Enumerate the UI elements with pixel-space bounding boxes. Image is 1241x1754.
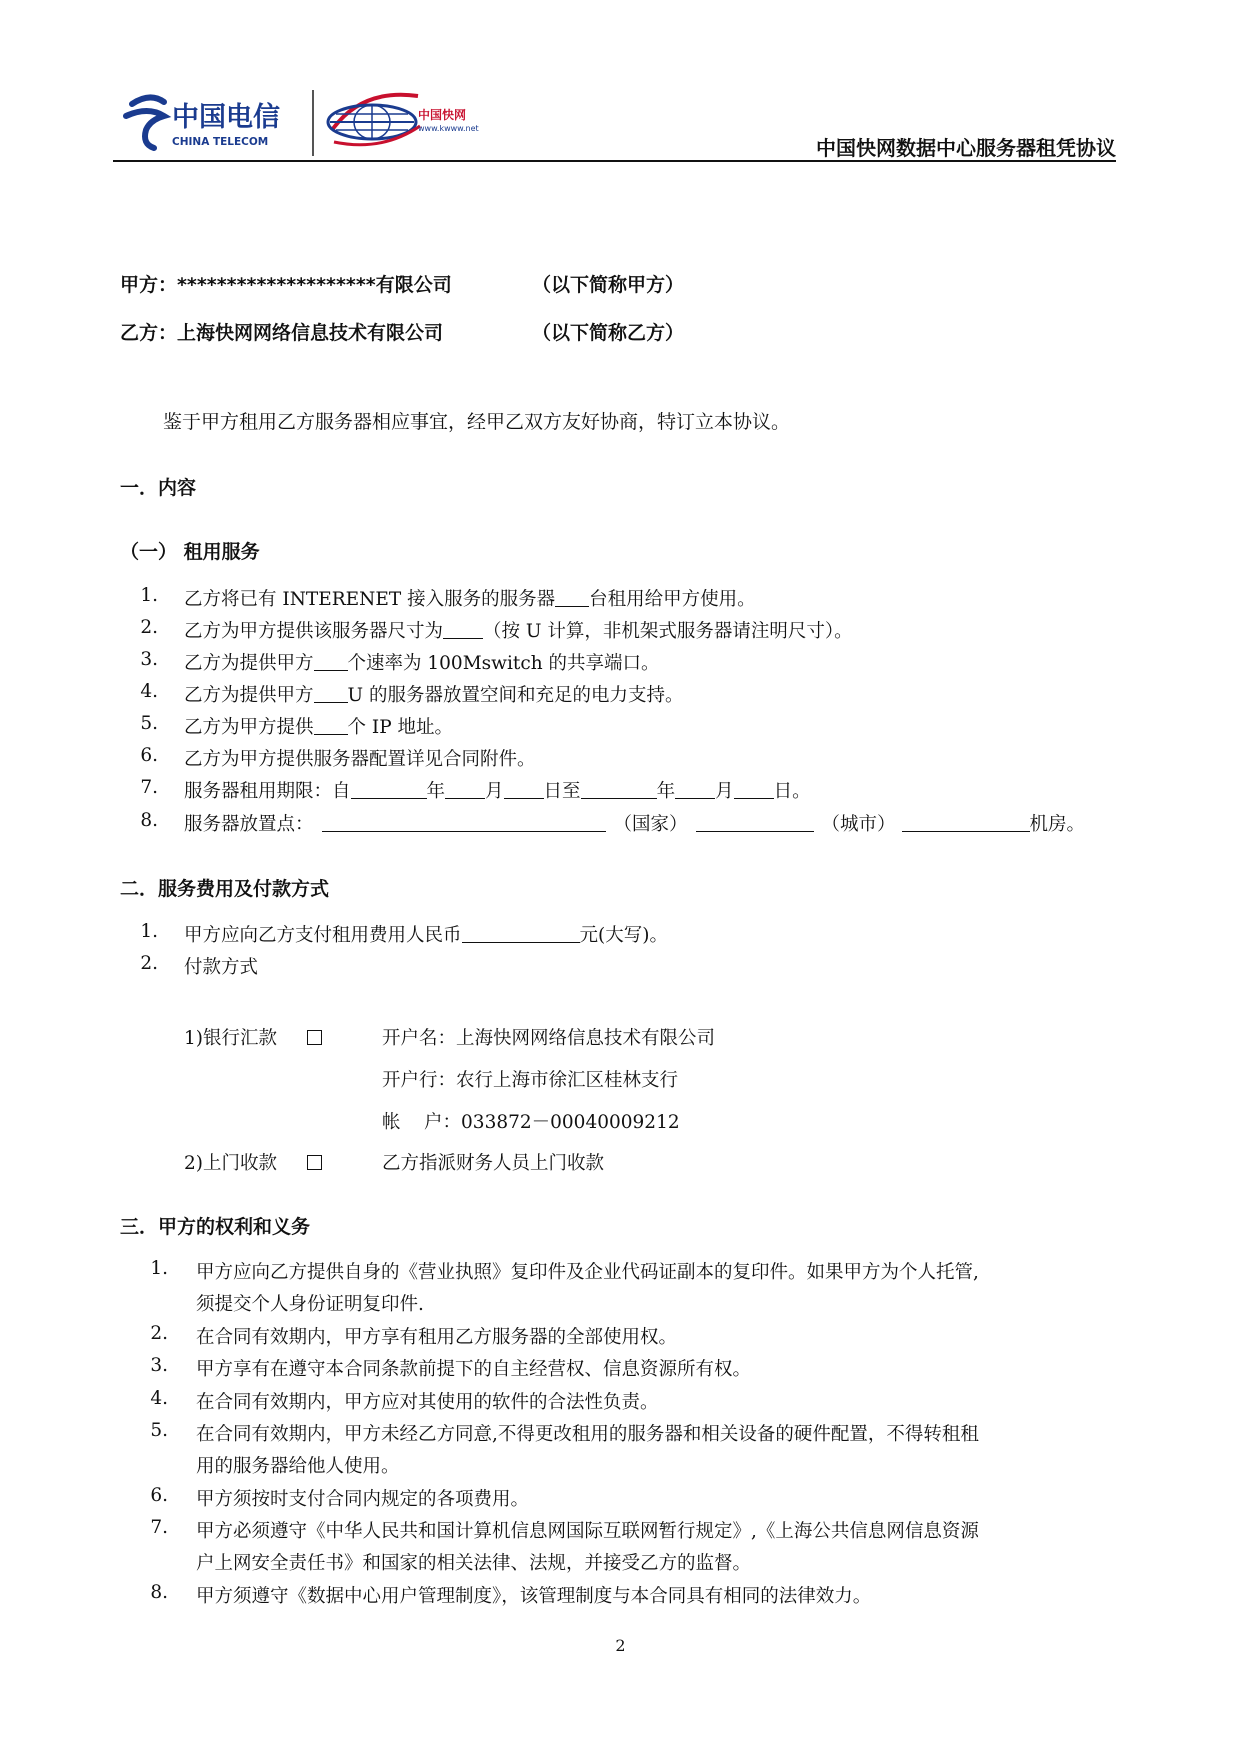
- list-item-line: 甲方须按时支付合同内规定的各项费用。: [196, 1489, 530, 1510]
- end-day-blank[interactable]: [734, 780, 774, 799]
- door-collection-checkbox[interactable]: [307, 1155, 322, 1170]
- intro-paragraph: 鉴于甲方租用乙方服务器相应事宜，经甲乙双方友好协商，特订立本协议。: [163, 411, 791, 433]
- bank-name: 开户行：农行上海市徐汇区桂林支行: [382, 1070, 679, 1091]
- list-item-number: 8.: [150, 1582, 168, 1603]
- list-item-fee: 甲方应向乙方支付租用费用人民币 元(大写)。: [184, 925, 668, 946]
- list-item-line: 甲方应向乙方提供自身的《营业执照》复印件及企业代码证副本的复印件。如果甲方为个人托管,: [196, 1262, 979, 1283]
- list-item-lease-term: 服务器租用期限：自 年 月 日至 年 月 日。: [184, 781, 811, 802]
- list-item-number: 4.: [140, 681, 158, 702]
- svg-text:中国电信: 中国电信: [172, 102, 280, 133]
- logo-separator: [312, 90, 314, 156]
- list-item-line: 在合同有效期内，甲方享有租用乙方服务器的全部使用权。: [196, 1327, 678, 1348]
- party-a-note: （以下简称甲方）: [532, 274, 685, 296]
- china-telecom-emblem-icon: [120, 90, 310, 152]
- list-item-line: 在合同有效期内，甲方未经乙方同意,不得更改租用的服务器和相关设备的硬件配置，不得转租租: [196, 1424, 979, 1445]
- party-a-label: 甲方：********************有限公司: [120, 274, 452, 296]
- document-title: 中国快网数据中心服务器租凭协议: [816, 136, 1116, 160]
- list-item: 乙方为甲方提供该服务器尺寸为 （按 U 计算，非机架式服务器请注明尺寸）。: [184, 621, 853, 642]
- bank-transfer-option: 1)银行汇款: [184, 1024, 322, 1050]
- list-item-number: 1.: [150, 1258, 168, 1279]
- list-item-number: 1.: [140, 921, 158, 942]
- location-blank[interactable]: [322, 813, 606, 832]
- list-item-number: 6.: [150, 1485, 168, 1506]
- start-year-blank[interactable]: [351, 780, 427, 799]
- list-item-number: 8.: [140, 810, 158, 831]
- list-item-number: 6.: [140, 745, 158, 766]
- ports-count-blank[interactable]: [314, 652, 348, 671]
- list-item-number: 2.: [150, 1323, 168, 1344]
- fee-amount-blank[interactable]: [462, 924, 580, 943]
- list-item-number: 5.: [150, 1420, 168, 1441]
- china-telecom-logo: [120, 90, 310, 152]
- list-item-line: 用的服务器给他人使用。: [196, 1456, 400, 1477]
- list-item-number: 7.: [150, 1517, 168, 1538]
- list-item-payment-method: 付款方式: [184, 957, 259, 978]
- list-item-line: 须提交个人身份证明复印件.: [196, 1294, 424, 1315]
- list-item-line: 甲方享有在遵守本合同条款前提下的自主经营权、信息资源所有权。: [196, 1359, 752, 1380]
- rack-units-blank[interactable]: [314, 684, 348, 703]
- start-month-blank[interactable]: [445, 780, 485, 799]
- section-3-title: 三．甲方的权利和义务: [120, 1216, 311, 1238]
- party-b-label: 乙方：上海快网网络信息技术有限公司: [120, 322, 444, 344]
- party-b: [120, 318, 685, 345]
- party-a: [120, 270, 685, 297]
- list-item-line: 户上网安全责任书》和国家的相关法律、法规，并接受乙方的监督。: [196, 1553, 752, 1574]
- door-collection-option: 2)上门收款: [184, 1149, 322, 1175]
- list-item-number: 2.: [140, 617, 158, 638]
- account-number: 帐 户：033872－00040009212: [382, 1112, 680, 1133]
- list-item: 乙方为甲方提供服务器配置详见合同附件。: [184, 749, 536, 770]
- list-item: 乙方为提供甲方 个速率为 100Mswitch 的共享端口。: [184, 653, 660, 674]
- list-item-location: 服务器放置点： （国家） （城市） 机房。: [184, 814, 1086, 835]
- list-item-number: 5.: [140, 713, 158, 734]
- section-1-subtitle: （一） 租用服务: [120, 541, 260, 563]
- list-item-number: 3.: [150, 1355, 168, 1376]
- bank-transfer-checkbox[interactable]: [307, 1030, 322, 1045]
- globe-icon: [322, 86, 512, 156]
- list-item-number: 3.: [140, 649, 158, 670]
- party-b-note: （以下简称乙方）: [532, 322, 685, 344]
- list-item-number: 4.: [150, 1388, 168, 1409]
- list-item-number: 2.: [140, 953, 158, 974]
- servers-count-blank[interactable]: [555, 588, 589, 607]
- page-number: 2: [615, 1636, 626, 1655]
- end-year-blank[interactable]: [581, 780, 657, 799]
- section-1-title: 一．内容: [120, 477, 197, 499]
- svg-text:CHINA TELECOM: CHINA TELECOM: [172, 136, 269, 148]
- list-item-number: 7.: [140, 777, 158, 798]
- list-item: 乙方将已有 INTERENET 接入服务的服务器 台租用给甲方使用。: [184, 589, 756, 610]
- city-blank[interactable]: [902, 813, 1030, 832]
- header-divider: [113, 160, 1116, 162]
- section-2-title: 二．服务费用及付款方式: [120, 878, 330, 900]
- list-item-line: 在合同有效期内，甲方应对其使用的软件的合法性负责。: [196, 1392, 659, 1413]
- svg-text:www.kwww.net: www.kwww.net: [418, 124, 479, 133]
- list-item: 乙方为甲方提供 个 IP 地址。: [184, 717, 454, 738]
- door-collection-desc: 乙方指派财务人员上门收款: [382, 1153, 605, 1174]
- list-item-line: 甲方必须遵守《中华人民共和国计算机信息网国际互联网暂行规定》,《上海公共信息网信息资源: [196, 1521, 979, 1542]
- server-size-blank[interactable]: [443, 620, 483, 639]
- account-name: 开户名：上海快网网络信息技术有限公司: [382, 1028, 716, 1049]
- svg-text:中国快网: 中国快网: [418, 108, 467, 122]
- list-item: 乙方为提供甲方 U 的服务器放置空间和充足的电力支持。: [184, 685, 684, 706]
- kuaiwang-logo: [322, 86, 512, 156]
- list-item-number: 1.: [140, 585, 158, 606]
- end-month-blank[interactable]: [675, 780, 715, 799]
- list-item-line: 甲方须遵守《数据中心用户管理制度》，该管理制度与本合同具有相同的法律效力。: [196, 1586, 872, 1607]
- ip-count-blank[interactable]: [314, 716, 348, 735]
- country-blank[interactable]: [696, 813, 814, 832]
- start-day-blank[interactable]: [504, 780, 544, 799]
